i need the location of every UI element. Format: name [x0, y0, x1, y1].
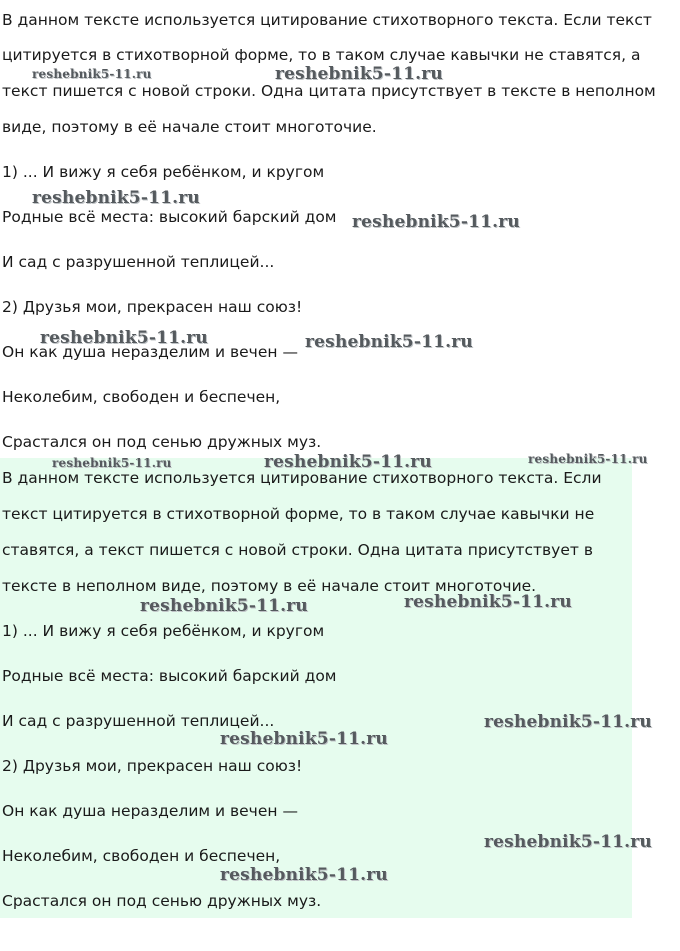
paragraph-line: В данном тексте используется цитирование стихотворного текста. Если	[2, 469, 602, 487]
paragraph-line: виде, поэтому в её начале стоит многоточие.	[2, 118, 377, 136]
paragraph-line: В данном тексте используется цитирование стихотворного текста. Если текст	[2, 11, 652, 29]
watermark: reshebnik5-11.ru	[220, 865, 388, 885]
poem-line: Срастался он под сенью дружных муз.	[2, 433, 322, 451]
poem-line: Неколебим, свободен и беспечен,	[2, 847, 281, 865]
watermark: reshebnik5-11.ru	[264, 452, 432, 472]
poem-line: Он как душа неразделим и вечен —	[2, 802, 298, 820]
watermark: reshebnik5-11.ru	[484, 832, 652, 852]
paragraph-line: ставятся, а текст пишется с новой строки. Одна цитата присутствует в	[2, 541, 593, 559]
watermark: reshebnik5-11.ru	[140, 596, 308, 616]
paragraph-line: цитируется в стихотворной форме, то в таком случае кавычки не ставятся, а	[2, 46, 641, 64]
watermark: reshebnik5-11.ru	[32, 67, 152, 81]
poem-line: Родные всё места: высокий барский дом	[2, 208, 337, 226]
paragraph-line: текст цитируется в стихотворной форме, то в таком случае кавычки не	[2, 505, 595, 523]
poem-line: 2) Друзья мои, прекрасен наш союз!	[2, 298, 303, 316]
watermark: reshebnik5-11.ru	[275, 64, 443, 84]
watermark: reshebnik5-11.ru	[32, 188, 200, 208]
paragraph-line: тексте в неполном виде, поэтому в её начале стоит многоточие.	[2, 577, 537, 595]
poem-line: 1) ... И вижу я себя ребёнком, и кругом	[2, 622, 325, 640]
poem-line: И сад с разрушенной теплицей...	[2, 253, 275, 271]
watermark: reshebnik5-11.ru	[305, 332, 473, 352]
paragraph-line: текст пишется с новой строки. Одна цитата присутствует в тексте в неполном	[2, 82, 656, 100]
poem-line: 1) ... И вижу я себя ребёнком, и кругом	[2, 163, 325, 181]
poem-line: Срастался он под сенью дружных муз.	[2, 892, 322, 910]
poem-line: Неколебим, свободен и беспечен,	[2, 388, 281, 406]
poem-line: Родные всё места: высокий барский дом	[2, 667, 337, 685]
watermark: reshebnik5-11.ru	[528, 452, 648, 466]
watermark: reshebnik5-11.ru	[484, 712, 652, 732]
watermark: reshebnik5-11.ru	[404, 592, 572, 612]
watermark: reshebnik5-11.ru	[52, 456, 172, 470]
watermark: reshebnik5-11.ru	[352, 212, 520, 232]
poem-line: 2) Друзья мои, прекрасен наш союз!	[2, 757, 303, 775]
poem-line: И сад с разрушенной теплицей...	[2, 712, 275, 730]
watermark: reshebnik5-11.ru	[220, 729, 388, 749]
watermark: reshebnik5-11.ru	[40, 328, 208, 348]
poem-line: Он как душа неразделим и вечен —	[2, 343, 298, 361]
